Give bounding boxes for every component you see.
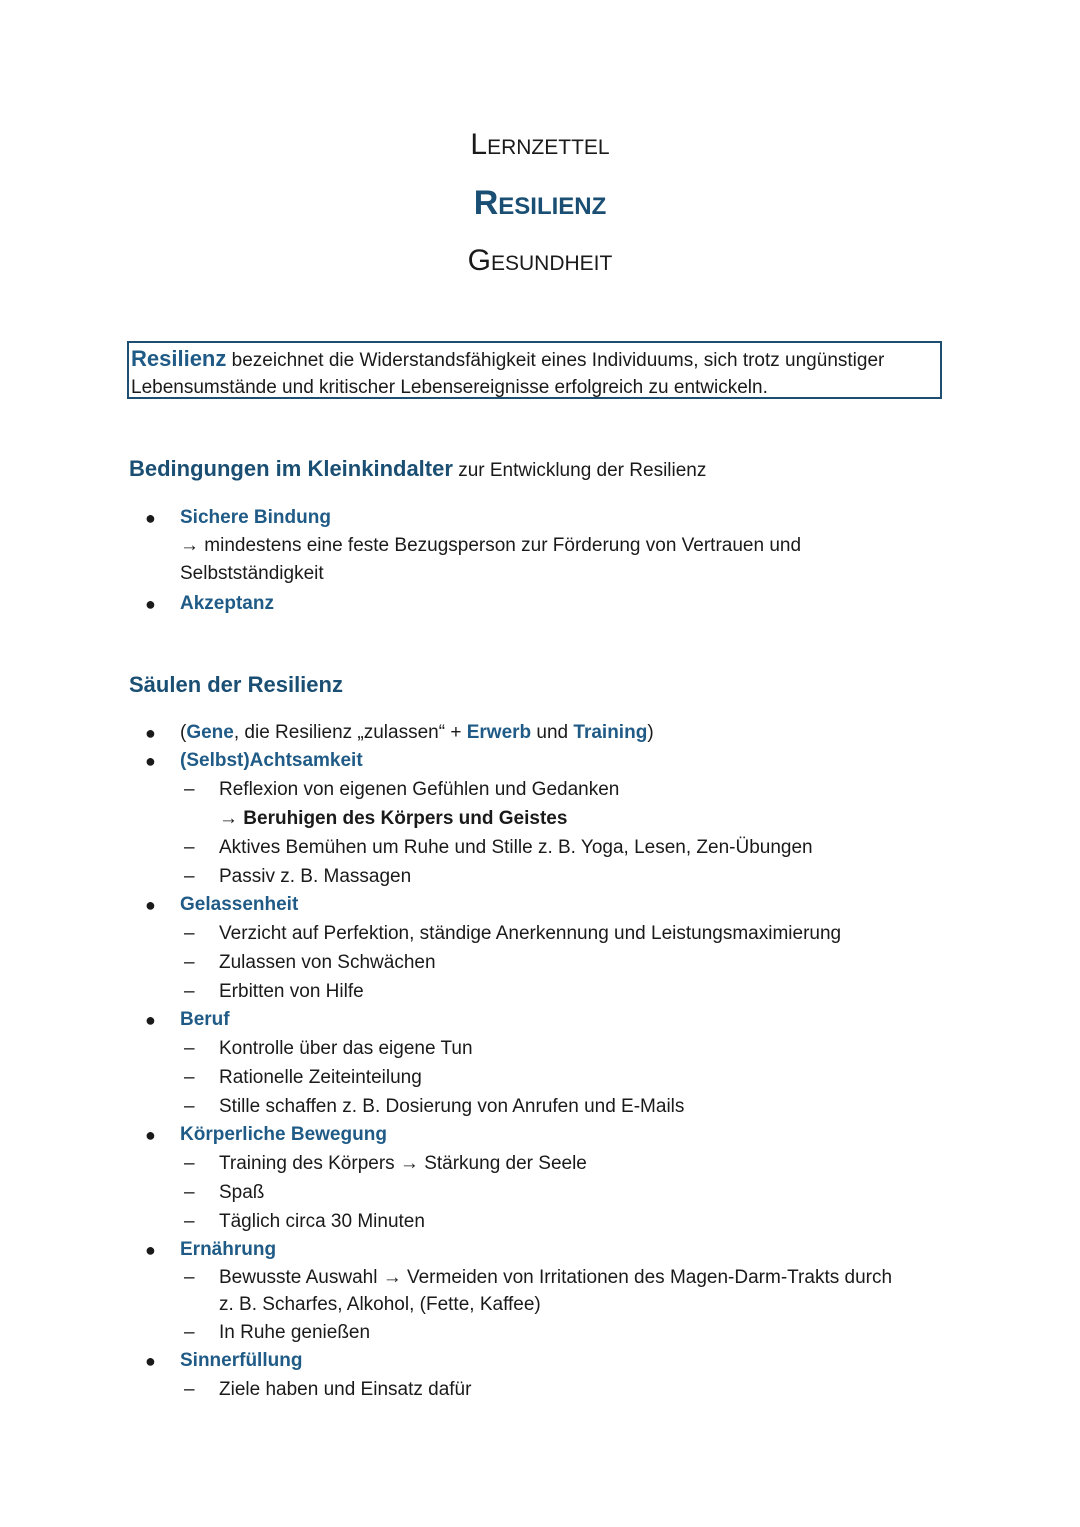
definition-term: Resilienz — [131, 346, 227, 371]
sub-text: Kontrolle über das eigene Tun — [219, 1038, 473, 1059]
dash-icon: – — [184, 923, 195, 944]
list-item — [140, 1006, 960, 1121]
item-label: Ernährung — [180, 1239, 277, 1260]
intro-erwerb: Erwerb — [466, 722, 532, 743]
item-label: Gelassenheit — [180, 894, 299, 915]
sub-list — [180, 1375, 960, 1404]
dash-icon: – — [184, 952, 195, 973]
intro-gene: Gene — [186, 722, 234, 743]
sub-item — [180, 1034, 960, 1063]
bedingungen-title: Bedingungen im Kleinkindalter — [129, 456, 453, 481]
bedingungen-title-suffix: zur Entwicklung der Resilienz — [452, 460, 707, 481]
sub-item — [180, 1318, 960, 1347]
definition-box — [127, 341, 942, 399]
emphasis-text: Beruhigen des Körpers und Geistes — [243, 808, 568, 829]
sub-text: Stille schaffen z. B. Dosierung von Anrufen und E-Mails — [219, 1096, 685, 1117]
definition-text-1: bezeichnet die Widerstandsfähigkeit eines Individuums, sich trotz ungünstiger — [226, 350, 885, 371]
sub-item — [180, 775, 960, 833]
sub-item — [180, 1375, 960, 1404]
list-item — [140, 1347, 960, 1404]
list-item — [140, 891, 960, 1006]
item-label: Sichere Bindung — [180, 507, 331, 528]
sub-item — [180, 1092, 960, 1121]
intro-training: Training — [573, 722, 648, 743]
dash-icon: – — [184, 1322, 195, 1343]
list-item — [140, 747, 960, 891]
intro-text: und — [531, 722, 574, 743]
definition-text-2: Lebensumstände und kritischer Lebensereignisse erfolgreich zu entwickeln. — [131, 377, 768, 398]
sub-item — [180, 948, 960, 977]
intro-text: ) — [647, 722, 654, 743]
sub-item — [180, 1207, 960, 1236]
arrow-icon: → — [219, 808, 244, 829]
dash-icon: – — [184, 1153, 195, 1174]
sub-item — [180, 862, 960, 891]
item-detail: Selbstständigkeit — [180, 563, 324, 584]
list-item — [140, 504, 960, 588]
sub-text: Rationelle Zeiteinteilung — [219, 1067, 422, 1088]
sub-text: Ziele haben und Einsatz dafür — [219, 1379, 472, 1400]
dash-icon: – — [184, 1267, 195, 1288]
dash-icon: – — [184, 1038, 195, 1059]
bullet-icon: ● — [145, 751, 156, 771]
section-heading-saeulen — [129, 672, 343, 698]
section-heading-bedingungen — [129, 456, 706, 482]
saeulen-list — [140, 719, 960, 1404]
item-detail: → mindestens eine feste Bezugsperson zur Förderung von Vertrauen und — [180, 535, 802, 556]
bullet-icon: ● — [145, 723, 156, 743]
item-label: (Selbst)Achtsamkeit — [180, 750, 363, 771]
subject-title: Gesundheit — [467, 244, 613, 277]
list-item — [140, 1121, 960, 1236]
dash-icon: – — [184, 866, 195, 887]
intro-text: , die Resilienz „zulassen“ + — [233, 722, 467, 743]
sub-item — [180, 1178, 960, 1207]
sub-text: Aktives Bemühen um Ruhe und Stille z. B. Yoga, Lesen, Zen-Übungen — [219, 837, 813, 858]
page-title: Lernzettel — [470, 128, 610, 161]
sub-list — [180, 1034, 960, 1121]
item-label: Akzeptanz — [180, 593, 274, 614]
bullet-icon: ● — [145, 1351, 156, 1371]
item-label: Sinnerfüllung — [180, 1350, 303, 1371]
dash-icon: – — [184, 981, 195, 1002]
item-label: Beruf — [180, 1009, 230, 1030]
intro-text: ( — [180, 722, 187, 743]
sub-item — [180, 1063, 960, 1092]
dash-icon: – — [184, 779, 195, 800]
sub-list — [180, 775, 960, 891]
list-item — [140, 1236, 960, 1347]
sub-text: Passiv z. B. Massagen — [219, 866, 412, 887]
bullet-icon: ● — [145, 1010, 156, 1030]
sub-item — [180, 977, 960, 1006]
dash-icon: – — [184, 1379, 195, 1400]
saeulen-title: Säulen der Resilienz — [129, 672, 343, 697]
sub-text: Verzicht auf Perfektion, ständige Anerkennung und Leistungsmaximierung — [219, 923, 842, 944]
dash-icon: – — [184, 1096, 195, 1117]
sub-item — [180, 919, 960, 948]
sub-text: z. B. Scharfes, Alkohol, (Fette, Kaffee) — [219, 1294, 541, 1315]
dash-icon: – — [184, 1182, 195, 1203]
sub-text: Bewusste Auswahl → Vermeiden von Irritationen des Magen-Darm-Trakts durch — [219, 1267, 893, 1288]
sub-text: Täglich circa 30 Minuten — [219, 1211, 425, 1232]
dash-icon: – — [184, 1067, 195, 1088]
sub-list — [180, 919, 960, 1006]
bullet-icon: ● — [145, 1240, 156, 1260]
sub-item — [180, 1264, 960, 1318]
bullet-icon: ● — [145, 1125, 156, 1145]
sub-text: Spaß — [219, 1182, 265, 1203]
dash-icon: – — [184, 837, 195, 858]
sub-text: Erbitten von Hilfe — [219, 981, 364, 1002]
sub-text: Zulassen von Schwächen — [219, 952, 436, 973]
bullet-icon: ● — [145, 594, 156, 614]
sub-text: Reflexion von eigenen Gefühlen und Gedanken — [219, 779, 620, 800]
sub-text: Training des Körpers → Stärkung der Seele — [219, 1153, 587, 1174]
bedingungen-list — [140, 504, 960, 618]
sub-text: In Ruhe genießen — [219, 1322, 371, 1343]
sub-item — [180, 833, 960, 862]
list-item — [140, 719, 960, 747]
sub-text-emphasis — [219, 804, 960, 833]
sub-list — [180, 1149, 960, 1236]
bullet-icon: ● — [145, 508, 156, 528]
sub-item — [180, 1149, 960, 1178]
item-label: Körperliche Bewegung — [180, 1124, 387, 1145]
bullet-icon: ● — [145, 895, 156, 915]
topic-title: Resilienz — [473, 184, 607, 222]
sub-list — [180, 1264, 960, 1347]
dash-icon: – — [184, 1211, 195, 1232]
list-item — [140, 590, 960, 618]
